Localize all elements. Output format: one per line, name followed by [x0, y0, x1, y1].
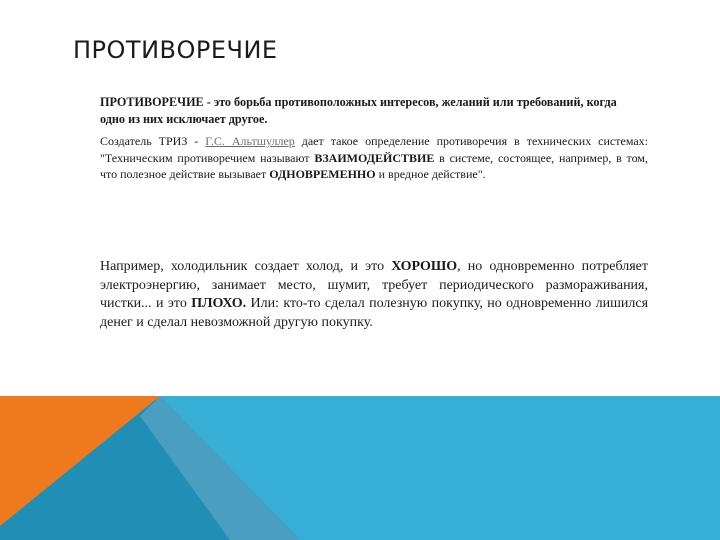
triz-paragraph — [100, 133, 648, 183]
triz-prefix: Создатель ТРИЗ - — [100, 134, 206, 148]
example-part1: Например, холодильник создает холод, и это — [100, 259, 392, 274]
example-part3: Или: кто-то сделал полезную покупку, но одновременно лишился денег и сделал невозможной другую покупку. — [100, 296, 649, 330]
example-part2: , но одновременно потребляет электроэнергию, занимает место, шумит, требует периодического размораживания, чистки... и это — [100, 259, 648, 311]
slide-title: ПРОТИВОРЕЧИЕ — [73, 36, 278, 64]
decorative-footer — [0, 396, 720, 540]
triz-mid: дает такое определение противоречия в технических системах: "Техническим противоречием называют — [100, 134, 648, 165]
example-bold-bad: ПЛОХО. — [191, 296, 247, 311]
example-paragraph — [100, 258, 648, 332]
triz-bold-simultaneously: ОДНОВРЕМЕННО — [269, 167, 376, 181]
definition-paragraph: ПРОТИВОРЕЧИЕ - это борьба противоположных интересов, желаний или требований, когда одно из них исключает другое. — [100, 95, 617, 126]
triz-bold-interaction: ВЗАИМОДЕЙСТВИЕ — [314, 150, 435, 165]
triz-end: и вредное действие". — [375, 167, 486, 181]
triz-mid2: в системе, состоящее, например, в том, что полезное действие вызывает — [100, 150, 649, 181]
example-bold-good: ХОРОШО — [391, 259, 458, 274]
author-link[interactable]: Г.С. Альтшуллер — [205, 134, 295, 148]
